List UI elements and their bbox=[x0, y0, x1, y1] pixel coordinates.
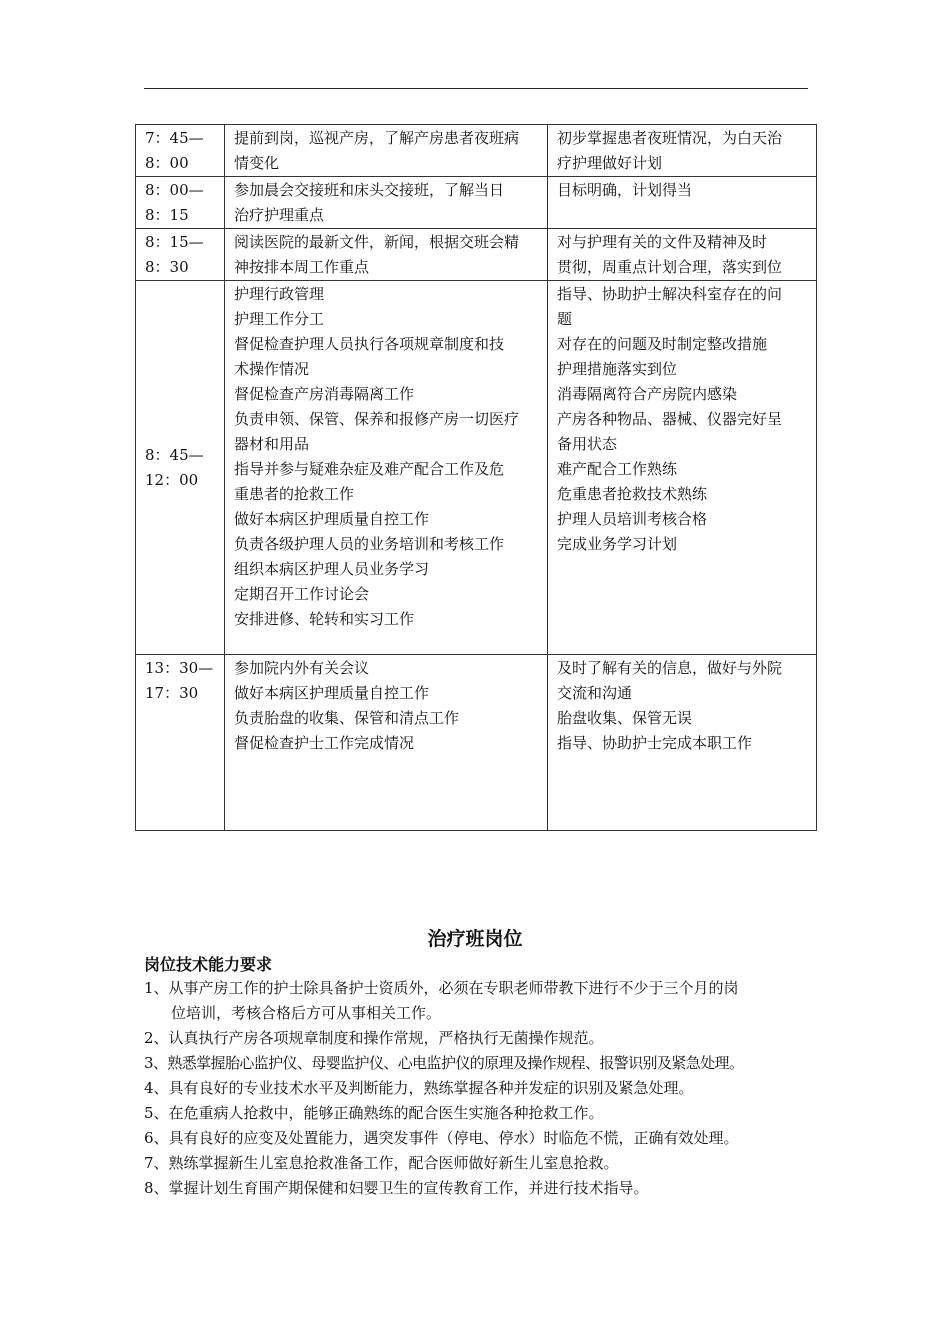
task-line: 定期召开工作讨论会 bbox=[234, 585, 370, 603]
task-line: 阅读医院的最新文件，新闻，根据交班会精 bbox=[234, 233, 520, 251]
goal-line: 指导、协助护士完成本职工作 bbox=[557, 734, 753, 752]
requirements-list bbox=[144, 976, 824, 1201]
task-line: 情变化 bbox=[234, 154, 280, 172]
task-line: 术操作情况 bbox=[234, 360, 310, 378]
task-line: 负责胎盘的收集、保管和清点工作 bbox=[234, 709, 460, 727]
list-item bbox=[144, 976, 824, 1026]
task-line: 做好本病区护理质量自控工作 bbox=[234, 684, 430, 702]
goal-line: 初步掌握患者夜班情况，为白天治 bbox=[557, 129, 783, 147]
list-item-text: 7、熟练掌握新生儿室息抢救准备工作，配合医师做好新生儿室息抢救。 bbox=[144, 1154, 619, 1172]
list-item-text: 3、熟悉掌握胎心监护仪、母婴监护仪、心电监护仪的原理及操作规程、报警识别及紧急处理。 bbox=[144, 1054, 744, 1072]
time-end: 8：15 bbox=[145, 206, 189, 224]
header-rule bbox=[144, 88, 808, 89]
table-row bbox=[136, 125, 817, 177]
goal-line: 产房各种物品、器械、仪器完好呈 bbox=[557, 410, 783, 428]
goal-line: 危重患者抢救技术熟练 bbox=[557, 485, 708, 503]
subsection-title: 岗位技术能力要求 bbox=[144, 955, 273, 974]
list-item bbox=[144, 1176, 824, 1201]
goal-line: 目标明确，计划得当 bbox=[557, 181, 693, 199]
list-item bbox=[144, 1076, 824, 1101]
list-item-text: 4、具有良好的专业技术水平及判断能力，熟练掌握各种并发症的识别及紧急处理。 bbox=[144, 1079, 694, 1097]
time-start: 8：45— bbox=[145, 446, 204, 464]
goal-cell bbox=[548, 125, 817, 177]
goal-line: 交流和沟通 bbox=[557, 684, 633, 702]
task-line: 参加晨会交接班和床头交接班，了解当日 bbox=[234, 181, 505, 199]
table-row bbox=[136, 177, 817, 229]
list-item-continuation: 位培训，考核合格后方可从事相关工作。 bbox=[171, 1004, 442, 1022]
task-line: 护理行政管理 bbox=[234, 285, 325, 303]
time-cell bbox=[136, 229, 225, 281]
task-line: 重患者的抢救工作 bbox=[234, 485, 355, 503]
list-item bbox=[144, 1026, 824, 1051]
goal-line: 对存在的问题及时制定整改措施 bbox=[557, 335, 768, 353]
task-cell bbox=[225, 125, 548, 177]
list-item bbox=[144, 1101, 824, 1126]
table-row bbox=[136, 229, 817, 281]
goal-cell bbox=[548, 229, 817, 281]
task-line: 安排进修、轮转和实习工作 bbox=[234, 610, 415, 628]
task-line: 治疗护理重点 bbox=[234, 206, 325, 224]
task-line: 负责申领、保管、保养和报修产房一切医疗 bbox=[234, 410, 520, 428]
task-cell bbox=[225, 655, 548, 831]
task-line: 护理工作分工 bbox=[234, 310, 325, 328]
goal-line: 及时了解有关的信息，做好与外院 bbox=[557, 659, 783, 677]
list-item-text: 1、从事产房工作的护士除具备护士资质外，必须在专职老师带教下进行不少于三个月的岗 bbox=[144, 979, 739, 997]
time-start: 13：30— bbox=[145, 659, 214, 677]
time-end: 8：00 bbox=[145, 154, 189, 172]
goal-line: 指导、协助护士解决科室存在的问 bbox=[557, 285, 783, 303]
task-line: 提前到岗，巡视产房，了解产房患者夜班病 bbox=[234, 129, 520, 147]
list-item bbox=[144, 1051, 824, 1076]
list-item bbox=[144, 1126, 824, 1151]
task-line: 负责各级护理人员的业务培训和考核工作 bbox=[234, 535, 505, 553]
table-row bbox=[136, 281, 817, 655]
list-item bbox=[144, 1151, 824, 1176]
goal-cell bbox=[548, 281, 817, 655]
list-item-text: 6、具有良好的应变及处置能力，遇突发事件（停电、停水）时临危不慌，正确有效处理。 bbox=[144, 1129, 739, 1147]
table-row bbox=[136, 655, 817, 831]
time-start: 7：45— bbox=[145, 129, 204, 147]
time-cell bbox=[136, 655, 225, 831]
goal-cell bbox=[548, 655, 817, 831]
task-line: 督促检查护理人员执行各项规章制度和技 bbox=[234, 335, 505, 353]
time-end: 12：00 bbox=[145, 471, 199, 489]
task-cell bbox=[225, 229, 548, 281]
time-end: 8：30 bbox=[145, 258, 189, 276]
goal-line: 完成业务学习计划 bbox=[557, 535, 678, 553]
goal-line: 贯彻，周重点计划合理，落实到位 bbox=[557, 258, 783, 276]
time-start: 8：00— bbox=[145, 181, 204, 199]
goal-line: 护理措施落实到位 bbox=[557, 360, 678, 378]
goal-line: 消毒隔离符合产房院内感染 bbox=[557, 385, 738, 403]
task-line: 督促检查护士工作完成情况 bbox=[234, 734, 415, 752]
list-item-text: 2、认真执行产房各项规章制度和操作常规，严格执行无菌操作规范。 bbox=[144, 1029, 604, 1047]
section-title: 治疗班岗位 bbox=[427, 928, 523, 950]
list-item-text: 5、在危重病人抢救中，能够正确熟练的配合医生实施各种抢救工作。 bbox=[144, 1104, 604, 1122]
task-cell bbox=[225, 281, 548, 655]
task-line: 神按排本周工作重点 bbox=[234, 258, 370, 276]
task-line: 督促检查产房消毒隔离工作 bbox=[234, 385, 415, 403]
task-cell bbox=[225, 177, 548, 229]
goal-line: 题 bbox=[557, 310, 573, 328]
task-line: 组织本病区护理人员业务学习 bbox=[234, 560, 430, 578]
goal-line: 对与护理有关的文件及精神及时 bbox=[557, 233, 768, 251]
goal-line: 备用状态 bbox=[557, 435, 618, 453]
task-line: 器材和用品 bbox=[234, 435, 310, 453]
time-end: 17：30 bbox=[145, 684, 199, 702]
task-line: 指导并参与疑难杂症及难产配合工作及危 bbox=[234, 460, 505, 478]
time-cell bbox=[136, 281, 225, 655]
schedule-table bbox=[135, 124, 817, 831]
task-line: 参加院内外有关会议 bbox=[234, 659, 370, 677]
time-cell bbox=[136, 125, 225, 177]
list-item-text: 8、掌握计划生育围产期保健和妇婴卫生的宣传教育工作，并进行技术指导。 bbox=[144, 1179, 649, 1197]
goal-line: 疗护理做好计划 bbox=[557, 154, 663, 172]
goal-cell bbox=[548, 177, 817, 229]
goal-line: 难产配合工作熟练 bbox=[557, 460, 678, 478]
time-cell bbox=[136, 177, 225, 229]
goal-line: 胎盘收集、保管无误 bbox=[557, 709, 693, 727]
goal-line: 护理人员培训考核合格 bbox=[557, 510, 708, 528]
task-line: 做好本病区护理质量自控工作 bbox=[234, 510, 430, 528]
time-start: 8：15— bbox=[145, 233, 204, 251]
